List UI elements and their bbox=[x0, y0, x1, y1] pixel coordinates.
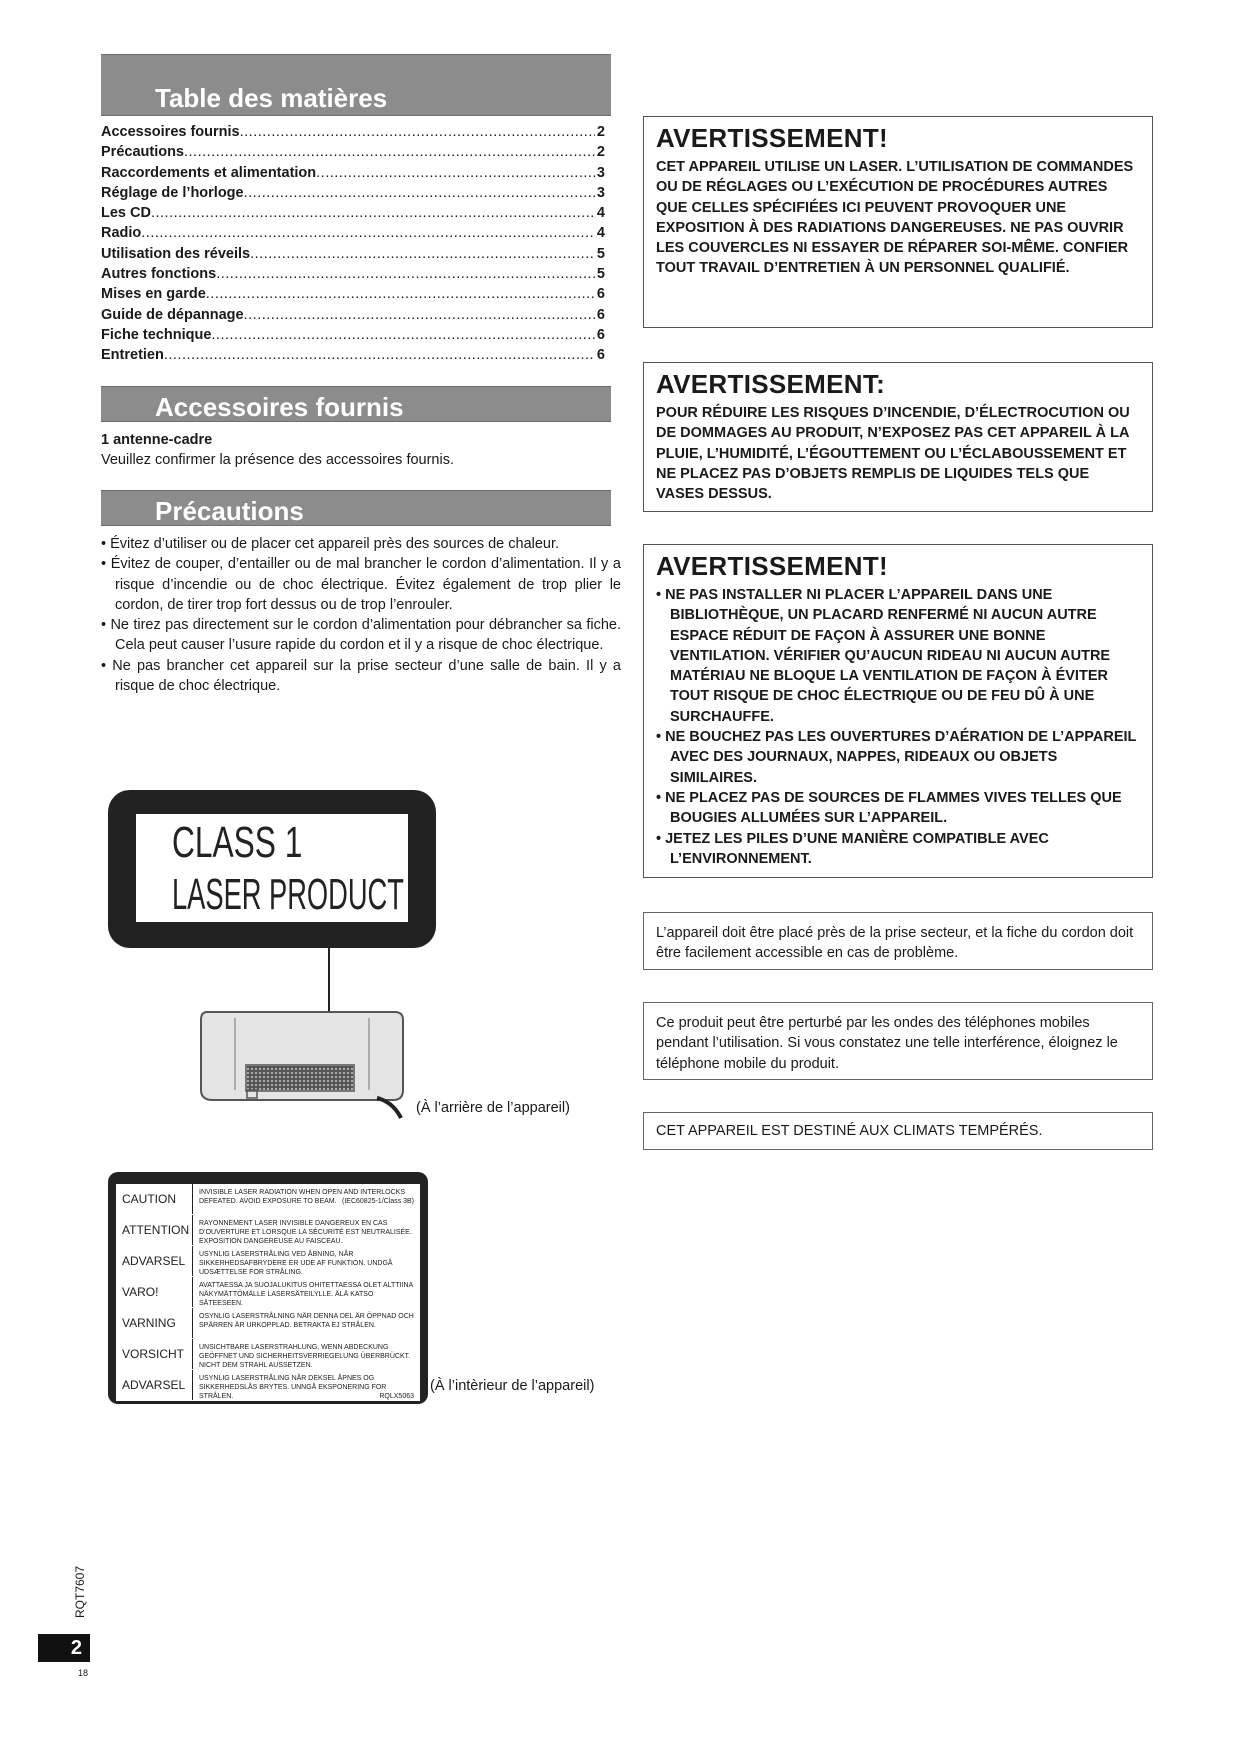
toc-entry-page: 4 bbox=[596, 225, 605, 242]
toc-entry-page: 6 bbox=[596, 347, 605, 364]
caution-label-row bbox=[116, 1370, 420, 1401]
toc-leader-dots bbox=[244, 185, 595, 201]
toc-entry-page: 3 bbox=[596, 184, 605, 201]
toc-entry-page: 5 bbox=[596, 266, 605, 283]
warning-item: • NE PAS INSTALLER NI PLACER L’APPAREIL DANS UNE BIBLIOTHÈQUE, UN PLACARD RENFERMÉ NI AUCUN AUTRE ESPACE RÉDUIT DE FAÇON À ASSURER UNE BONNE VENTILATION. VÉRIFIER QU’AUCUN RIDEAU NI AUCUN AUTRE MATÉRIAU NE BLOQUE LA VENTILATION DE FAÇON À ÉVITER TOUT RISQUE DE CHOC ÉLECTRIQUE OU DE FEU DÛ À UNE SURCHAUFFE. bbox=[656, 585, 1140, 727]
toc-entry-label: Entretien bbox=[101, 347, 164, 364]
toc-entry bbox=[101, 286, 611, 306]
device-rear-illustration bbox=[195, 940, 425, 1120]
toc-entry-label: Autres fonctions bbox=[101, 266, 217, 283]
precautions-list bbox=[101, 534, 621, 696]
rear-caption: (À l’arrière de l’appareil) bbox=[416, 1100, 570, 1116]
toc-heading: Table des matières bbox=[101, 54, 611, 116]
warning-installation-title: AVERTISSEMENT! bbox=[656, 551, 888, 581]
caution-label-text: RAYONNEMENT LASER INVISIBLE DANGEREUX EN CAS D’OUVERTURE ET LORSQUE LA SÉCURITÉ EST NEUTRALISÉE. EXPOSITION DANGEREUSE AU FAISCEAU. bbox=[193, 1215, 420, 1245]
note-climate: CET APPAREIL EST DESTINÉ AUX CLIMATS TEMPÉRÉS. bbox=[643, 1112, 1153, 1150]
warning-item: • NE PLACEZ PAS DE SOURCES DE FLAMMES VIVES TELLES QUE BOUGIES ALLUMÉES SUR L’APPAREIL. bbox=[656, 788, 1140, 829]
caution-label-text: UNSICHTBARE LASERSTRAHLUNG, WENN ABDECKUNG GEÖFFNET UND SICHERHEITSVERRIEGELUNG ÜBERBRÜCKT. NICHT DEM STRAHL AUSSETZEN. bbox=[193, 1339, 420, 1369]
toc-entry-label: Raccordements et alimentation bbox=[101, 164, 317, 181]
caution-label-text: USYNLIG LASERSTRÅLING NÅR DEKSEL ÅPNES OG SIKKERHEDSLÅS BRYTES. UNNGÅ EKSPONERING FOR STRÅLEN. RQLX5063 bbox=[193, 1370, 420, 1400]
warning-laser-text: CET APPAREIL UTILISE UN LASER. L’UTILISATION DE COMMANDES OU DE RÉGLAGES OU L’EXÉCUTION DE PROCÉDURES AUTRES QUE CELLES SPÉCIFIÉES ICI PEUVENT PROVOQUER UNE EXPOSITION À DES RADIATIONS DANGEREUSES. NE PAS OUVRIR LES COUVERCLES NI ESSAYER DE RÉPARER SOI-MÊME. CONFIER TOUT TRAVAIL D’ENTRETIEN À UN PERSONNEL QUALIFIÉ. bbox=[656, 159, 1134, 277]
toc-entry-label: Guide de dépannage bbox=[101, 306, 244, 323]
toc-leader-dots bbox=[250, 246, 595, 262]
caution-label-text: OSYNLIG LASERSTRÅLNING NÄR DENNA DEL ÄR ÖPPNAD OCH SPÄRREN ÄR URKOPPLAD. BETRAKTA EJ STRÅLEN. bbox=[193, 1308, 420, 1338]
page-number: 2 bbox=[38, 1634, 90, 1662]
warning-laser-title: AVERTISSEMENT! bbox=[656, 123, 888, 153]
inside-caption: (À l’intèrieur de l’appareil) bbox=[430, 1378, 595, 1394]
precaution-item: • Ne pas brancher cet appareil sur la prise secteur d’une salle de bain. Il y a risque de choc électrique. bbox=[101, 656, 621, 697]
toc-entry bbox=[101, 144, 611, 164]
toc-leader-dots bbox=[316, 165, 595, 181]
caution-label-row bbox=[116, 1246, 420, 1277]
toc-entry-label: Précautions bbox=[101, 144, 184, 161]
accessory-item: 1 antenne-cadre bbox=[101, 432, 213, 448]
toc-entry-label: Utilisation des réveils bbox=[101, 245, 251, 262]
caution-label-row bbox=[116, 1184, 420, 1215]
toc-entry-label: Fiche technique bbox=[101, 326, 212, 343]
warning-item: • NE BOUCHEZ PAS LES OUVERTURES D’AÉRATION DE L’APPAREIL AVEC DES JOURNAUX, NAPPES, RIDEAUX OU OBJETS SIMILAIRES. bbox=[656, 727, 1140, 788]
caution-label-lang: VARNING bbox=[116, 1308, 193, 1338]
toc-entry-label: Accessoires fournis bbox=[101, 124, 240, 140]
toc-entry-page: 2 bbox=[596, 144, 605, 161]
table-of-contents bbox=[101, 124, 611, 368]
warning-moisture-box bbox=[643, 362, 1153, 512]
toc-entry bbox=[101, 266, 611, 286]
model-number: RQT7607 bbox=[73, 1565, 87, 1618]
caution-label-row bbox=[116, 1215, 420, 1246]
caution-label-lang: ADVARSEL bbox=[116, 1370, 193, 1400]
toc-entry-page: 2 bbox=[596, 124, 605, 140]
page-subnumber: 18 bbox=[78, 1668, 89, 1678]
warning-item: • JETEZ LES PILES D’UNE MANIÈRE COMPATIBLE AVEC L’ENVIRONNEMENT. bbox=[656, 829, 1140, 870]
toc-entry-page: 6 bbox=[596, 286, 605, 303]
warning-installation-box bbox=[643, 544, 1153, 878]
toc-entry bbox=[101, 165, 611, 185]
toc-entry-page: 6 bbox=[596, 306, 605, 323]
caution-label-lang: ATTENTION bbox=[116, 1215, 193, 1245]
caution-label-text: AVATTAESSA JA SUOJALUKITUS OHITETTAESSA OLET ALTTIINA NÄKYMÄTTÖMÄLLE LASERSÄTEILYLLE. ÄLÄ KATSO SÄTEESEEN. bbox=[193, 1277, 420, 1307]
toc-entry bbox=[101, 225, 611, 245]
toc-entry-label: Radio bbox=[101, 225, 142, 242]
toc-entry bbox=[101, 307, 611, 327]
caution-label-row bbox=[116, 1277, 420, 1308]
caution-label-lang: CAUTION bbox=[116, 1184, 193, 1214]
toc-leader-dots bbox=[216, 266, 595, 282]
toc-entry bbox=[101, 185, 611, 205]
toc-leader-dots bbox=[164, 347, 595, 363]
caution-label-lang: ADVARSEL bbox=[116, 1246, 193, 1276]
caution-label-lang: VORSICHT bbox=[116, 1339, 193, 1369]
toc-leader-dots bbox=[151, 205, 595, 221]
toc-entry-page: 5 bbox=[596, 245, 605, 262]
toc-leader-dots bbox=[206, 286, 595, 302]
toc-entry-page: 6 bbox=[596, 326, 605, 343]
toc-entry-label: Mises en garde bbox=[101, 286, 206, 303]
warning-laser-box bbox=[643, 116, 1153, 328]
caution-label-text: USYNLIG LASERSTRÅLING VED ÅBNING, NÅR SIKKERHEDSAFBRYDERE ER UDE AF FUNKTION. UNDGÅ UDSÆTTELSE FOR STRÅLING. bbox=[193, 1246, 420, 1276]
toc-entry-label: Les CD bbox=[101, 205, 151, 222]
warning-moisture-title: AVERTISSEMENT: bbox=[656, 369, 886, 399]
precaution-item: • Ne tirez pas directement sur le cordon d’alimentation pour débrancher sa fiche. Cela peut causer l’usure rapide du cordon et il y a risque de choc électrique. bbox=[101, 615, 621, 656]
toc-entry bbox=[101, 347, 611, 367]
toc-entry bbox=[101, 327, 611, 347]
toc-entry-page: 3 bbox=[596, 164, 605, 181]
toc-entry bbox=[101, 205, 611, 225]
warning-moisture-text: POUR RÉDUIRE LES RISQUES D’INCENDIE, D’ÉLECTROCUTION OU DE DOMMAGES AU PRODUIT, N’EXPOSEZ PAS CET APPAREIL À LA PLUIE, L’HUMIDITÉ, L’ÉGOUTTEMENT OU L’ÉCLABOUSSEMENT ET NE PLACEZ PAS D’OBJETS REMPLIS DE LIQUIDES TELS QUE VASES DESSUS. bbox=[656, 405, 1130, 503]
precaution-item: • Évitez d’utiliser ou de placer cet appareil près des sources de chaleur. bbox=[101, 534, 621, 554]
toc-leader-dots bbox=[184, 144, 595, 160]
caution-label-text: INVISIBLE LASER RADIATION WHEN OPEN AND INTERLOCKS DEFEATED. AVOID EXPOSURE TO BEAM. (IEC60825-1/Class 3B) bbox=[193, 1184, 420, 1214]
caution-label-lang: VARO! bbox=[116, 1277, 193, 1307]
toc-leader-dots bbox=[244, 307, 595, 323]
caution-label-row bbox=[116, 1339, 420, 1370]
toc-entry bbox=[101, 124, 611, 144]
note-power-outlet: L’appareil doit être placé près de la prise secteur, et la fiche du cordon doit être facilement accessible en cas de problème. bbox=[643, 912, 1153, 970]
class1-laser-label bbox=[108, 790, 436, 948]
toc-entry bbox=[101, 246, 611, 266]
toc-entry-page: 4 bbox=[596, 205, 605, 222]
accessories-heading: Accessoires fournis bbox=[101, 386, 611, 422]
accessory-note: Veuillez confirmer la présence des accessoires fournis. bbox=[101, 452, 454, 468]
toc-leader-dots bbox=[211, 327, 595, 343]
caution-label-row bbox=[116, 1308, 420, 1339]
precaution-item: • Évitez de couper, d’entailler ou de mal brancher le cordon d’alimentation. Il y a risque d’incendie ou de choc électrique. Évitez également de trop plier le cordon, de tirer trop fort dessus ou de trop l’enrouler. bbox=[101, 554, 621, 615]
toc-entry-label: Réglage de l’horloge bbox=[101, 184, 244, 201]
note-mobile-phones: Ce produit peut être perturbé par les ondes des téléphones mobiles pendant l’utilisation. Si vous constatez une telle interférence, éloignez le téléphone mobile du produit. bbox=[643, 1002, 1153, 1080]
toc-leader-dots bbox=[141, 225, 595, 241]
caution-label bbox=[108, 1172, 428, 1404]
laser-label-line2: LASER PRODUCT bbox=[172, 870, 404, 919]
precautions-heading: Précautions bbox=[101, 490, 611, 526]
toc-leader-dots bbox=[240, 124, 595, 140]
laser-label-line1: CLASS 1 bbox=[172, 818, 303, 867]
